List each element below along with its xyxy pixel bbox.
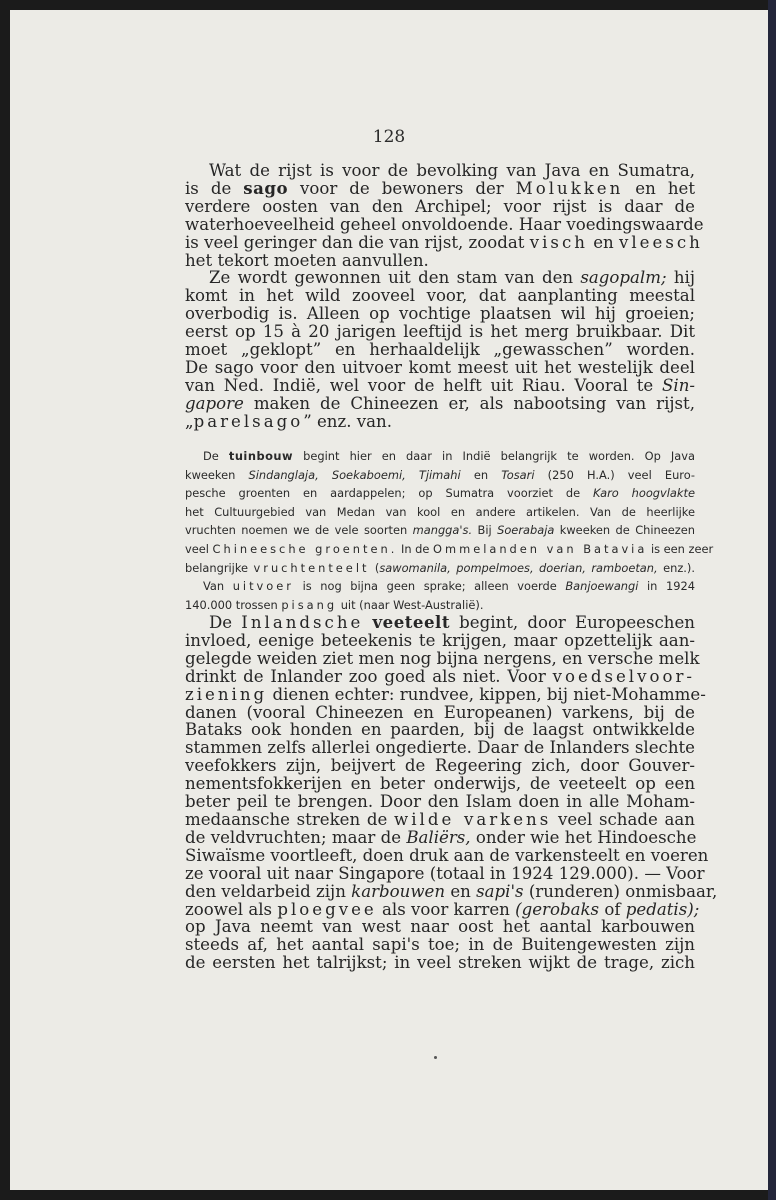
text-line: komt in het wild zooveel voor, dat aanplanting meestal bbox=[185, 286, 695, 306]
term-parelsago: parelsago bbox=[193, 411, 304, 431]
term-sago: sago bbox=[243, 177, 289, 198]
term-singapore-2: gapore bbox=[185, 393, 244, 413]
sago-section bbox=[185, 161, 704, 431]
text-line: zoowel als ploegvee als voor karren (gerobaks of pedatis); bbox=[185, 899, 700, 919]
term-vleesch: vleesch bbox=[619, 232, 703, 252]
term-ploegvee: ploegvee bbox=[277, 899, 377, 919]
text-line: veefokkers zijn, beijvert de Regeering zich, door Gouver- bbox=[185, 756, 695, 776]
text-line: op Java neemt van west naar oost het aantal karbouwen bbox=[185, 917, 695, 937]
page-number: 128 bbox=[372, 127, 406, 147]
term-voedselvoorziening-2: ziening bbox=[185, 684, 268, 704]
text-line: pesche groenten en aardappelen; op Sumatra voorziet de Karo hoogvlakte bbox=[185, 486, 695, 501]
term-singapore-1: Sin- bbox=[662, 375, 695, 395]
text-line: De sago voor den uitvoer komt meest uit het westelijk deel bbox=[185, 357, 695, 377]
term-wilde-varkens: wilde varkens bbox=[394, 809, 552, 829]
term-pedatis: pedatis); bbox=[625, 899, 700, 919]
text-line: kweeken Sindanglaja, Soekaboemi, Tjimahi en Tosari (250 H.A.) veel Euro- bbox=[185, 467, 696, 482]
text-line: stammen zelfs allerlei ongedierte. Daar de Inlanders slechte bbox=[185, 738, 695, 758]
text-line: overbodig is. Alleen op vochtige plaatsen wil hij groeien; bbox=[185, 304, 695, 324]
text-line: invloed, eenige beteekenis te krijgen, maar opzettelijk aan- bbox=[185, 630, 695, 650]
text-line: het Cultuurgebied van Medan van kool en andere artikelen. Van de heerlijke bbox=[185, 504, 695, 519]
text-line: Ze wordt gewonnen uit den stam van den sagopalm; hij bbox=[209, 268, 696, 288]
book-page bbox=[10, 10, 768, 1190]
text-line: drinkt de Inlander zoo goed als niet. Voor voedselvoor- bbox=[185, 666, 695, 686]
text-line: gelegde weiden ziet men nog bijna nergens, en versche melk bbox=[185, 648, 700, 668]
term-gerobaks: (gerobaks bbox=[515, 899, 600, 919]
tuinbouw-note bbox=[185, 447, 714, 614]
veeteelt-section bbox=[185, 612, 718, 973]
text-line: medaansche streken de wilde varkens veel schade aan bbox=[185, 809, 695, 829]
term-sapis: sapi's bbox=[476, 881, 524, 901]
text-line: de eersten het talrijkst; in veel streken wijkt de trage, zich bbox=[185, 953, 695, 973]
term-veeteelt: veeteelt bbox=[372, 612, 451, 632]
text-line: eerst op 15 à 20 jarigen leeftijd is het merg bruikbaar. Dit bbox=[185, 322, 695, 342]
term-inlandsche: Inlandsche bbox=[241, 613, 364, 632]
text-line: moet „geklopt” en herhaaldelijk „gewasschen” worden. bbox=[185, 340, 695, 360]
term-molukken: Molukken bbox=[515, 178, 624, 198]
text-line: is veel geringer dan die van rijst, zoodat visch en vleesch bbox=[185, 232, 703, 252]
text-line: Van uitvoer is nog bijna geen sprake; alleen voerde Banjoewangi in 1924 bbox=[203, 579, 695, 594]
term-sagopalm: sagopalm; bbox=[580, 268, 667, 288]
text-line: nementsfokkerijen en beter onderwijs, de veeteelt op een bbox=[185, 774, 695, 794]
term-voedselvoorziening-1: voedselvoor- bbox=[552, 666, 695, 686]
text-line: ze vooral uit naar Singapore (totaal in 1924 129.000). — Voor bbox=[185, 863, 705, 883]
book-edge bbox=[768, 0, 776, 1200]
text-line: verdere oosten van den Archipel; voor rijst is daar de bbox=[185, 196, 695, 216]
term-visch: visch bbox=[529, 232, 588, 252]
text-line: Wat de rijst is voor de bevolking van Java en Sumatra, bbox=[209, 161, 695, 180]
text-line: belangrijke vruchtenteelt (sawomanila, pompelmoes, doerian, ramboetan, enz.). bbox=[185, 560, 695, 575]
text-line: 140.000 trossen pisang uit (naar West-Australië). bbox=[185, 597, 484, 612]
text-line: den veldarbeid zijn karbouwen en sapi's (runderen) onmisbaar, bbox=[185, 881, 718, 901]
text-line: het tekort moeten aanvullen. bbox=[185, 250, 429, 270]
text-line: de veldvruchten; maar de Baliërs, onder wie het Hindoesche bbox=[185, 827, 697, 847]
text-line: Bataks ook honden en paarden, bij de laagst ontwikkelde bbox=[185, 720, 695, 740]
text-line: waterhoeveelheid geheel onvoldoende. Haar voedingswaarde bbox=[185, 214, 704, 234]
text-line: van Ned. Indië, wel voor de helft uit Riau. Vooral te Sin- bbox=[185, 375, 695, 395]
page-speck bbox=[434, 1056, 437, 1059]
term-tuinbouw: tuinbouw bbox=[228, 449, 294, 463]
text-line: De Inlandsche veeteelt begint, door Europeeschen bbox=[209, 612, 695, 632]
text-line: Siwaïsme voortleeft, doen druk aan de varkensteelt en voeren bbox=[185, 845, 709, 865]
text-line: danen (vooral Chineezen en Europeanen) varkens, bij de bbox=[185, 702, 695, 722]
text-line: vruchten noemen we de vele soorten mangga's. Bij Soerabaja kweeken de Chineezen bbox=[185, 523, 695, 538]
term-baliers: Baliërs, bbox=[406, 827, 471, 847]
text-line: ziening dienen echter: rundvee, kippen, bij niet-Mohamme- bbox=[185, 684, 706, 704]
text-line: veel Chineesche groenten. In de Ommelanden van Batavia is een zeer bbox=[185, 541, 714, 556]
text-line: De tuinbouw begint hier en daar in Indië belangrijk te worden. Op Java bbox=[203, 449, 695, 463]
text-line: gapore maken de Chineezen er, als nabootsing van rijst, bbox=[185, 393, 695, 413]
text-line: „parelsago” enz. van. bbox=[185, 411, 393, 431]
text-line: is de sago voor de bewoners der Molukken en het bbox=[185, 177, 695, 198]
term-karbouwen: karbouwen bbox=[351, 881, 446, 901]
text-line: beter peil te brengen. Door den Islam doen in alle Moham- bbox=[185, 792, 695, 812]
text-line: steeds af, het aantal sapi's toe; in de Buitengewesten zijn bbox=[185, 935, 695, 955]
